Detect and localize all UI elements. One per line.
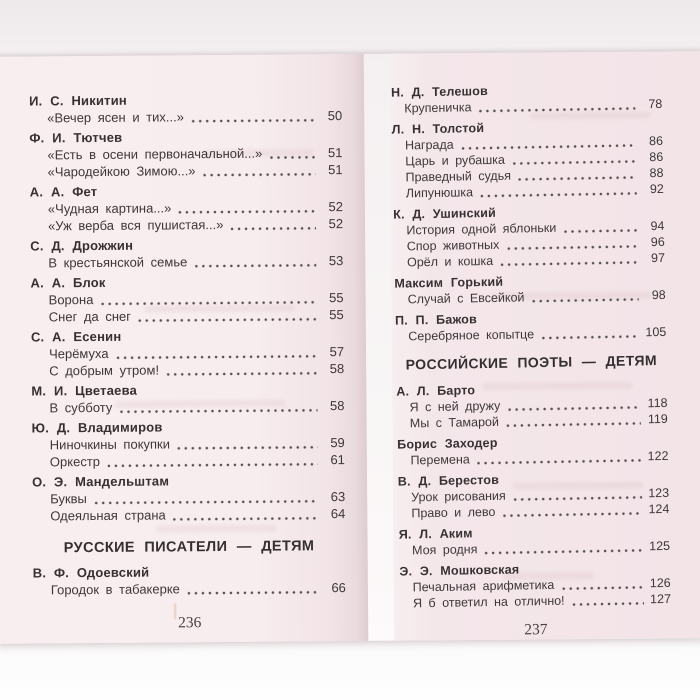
toc-left (29, 90, 346, 633)
toc-entry-page: 88 (649, 165, 664, 181)
toc-author: Я. Л. Аким (398, 526, 473, 542)
toc-entry-page: 125 (649, 538, 671, 554)
toc-entry (393, 181, 664, 202)
dot-leader (479, 106, 636, 113)
toc-entry-page: 94 (650, 218, 665, 234)
dot-leader (518, 175, 637, 181)
dot-leader (561, 585, 643, 590)
toc-entry (31, 397, 344, 416)
toc-author: С. Д. Дрожжин (30, 237, 134, 254)
toc-entry-title: «Чародейкою Зимою...» (47, 163, 196, 180)
toc-entry-page: 97 (650, 250, 666, 266)
toc-entry-page: 51 (327, 145, 343, 161)
dot-leader (269, 155, 315, 159)
toc-entry-title: В субботу (49, 399, 113, 416)
toc-entry-title: Праведный судья (405, 168, 512, 185)
toc-entry-page: 86 (648, 133, 664, 149)
toc-entry-page: 86 (649, 149, 664, 165)
toc-entry (29, 107, 342, 126)
dot-leader (541, 334, 639, 340)
dot-leader (513, 495, 642, 501)
toc-entry-title: Городок в табакерке (50, 581, 180, 598)
toc-author: К. Д. Ушинский (393, 205, 497, 222)
toc-entry-title: Случай с Евсейкой (407, 290, 525, 307)
toc-entry-title: Черёмуха (48, 345, 109, 362)
toc-author: В. Д. Берестов (397, 472, 500, 489)
toc-entry-title: Орёл и кошка (406, 253, 494, 270)
toc-author: С. А. Есенин (30, 328, 122, 345)
toc-author: В. Ф. Одоевский (32, 564, 150, 581)
toc-author: М. И. Цветаева (31, 382, 138, 399)
dot-leader (119, 408, 317, 414)
dot-leader (563, 228, 637, 233)
toc-author: П. П. Бажов (394, 312, 478, 328)
toc-entry-title: Оркестр (49, 453, 101, 470)
toc-entry-title: Снег да снег (48, 308, 132, 325)
dot-leader (191, 118, 315, 123)
toc-entry-title: Ворона (48, 292, 94, 308)
toc-entry-page: 59 (330, 435, 345, 451)
toc-entry-title: Перемена (410, 452, 470, 468)
toc-entry-page: 92 (649, 181, 664, 197)
toc-entry (391, 96, 662, 117)
toc-entry-title: «Уж верба вся пушистая...» (47, 216, 224, 234)
toc-entry-title: Я с ней дружу (409, 398, 501, 415)
toc-entry-page: 52 (328, 199, 343, 215)
dot-leader (480, 191, 637, 198)
toc-entry (399, 538, 670, 559)
dot-leader (506, 421, 641, 427)
toc-entry-page: 123 (648, 485, 670, 501)
dot-leader (177, 445, 318, 450)
toc-entry-title: Серебряное копытце (408, 327, 535, 344)
toc-entry (30, 215, 343, 234)
toc-author: А. А. Блок (30, 274, 106, 291)
toc-author: Л. Н. Толстой (391, 121, 485, 137)
toc-entry-title: В крестьянской семье (48, 254, 188, 271)
toc-entry (30, 252, 343, 271)
toc-entry-page: 58 (329, 361, 345, 377)
toc-entry-title: Буквы (50, 491, 87, 507)
toc-entry-title: Ниночкины покупки (49, 436, 171, 453)
toc-entry-page: 96 (650, 234, 665, 250)
toc-entry-page: 50 (327, 108, 343, 124)
toc-entry (30, 161, 343, 180)
toc-entry-page: 51 (328, 162, 343, 178)
dot-leader (502, 511, 642, 517)
book-spread (0, 51, 700, 644)
toc-entry-title: Я б ответил на отлично! (412, 593, 565, 611)
toc-entry-page: 124 (648, 501, 670, 517)
toc-entry-title: «Есть в осени первоначальной...» (47, 145, 263, 163)
toc-entry-page: 53 (328, 253, 344, 269)
dot-leader (100, 300, 316, 306)
toc-entry (398, 501, 669, 522)
dot-leader (203, 172, 316, 177)
dot-leader (484, 548, 643, 555)
dot-leader (531, 297, 638, 303)
toc-entry-title: Печальная арифметика (412, 577, 555, 595)
section-heading: РУССКИЕ ПИСАТЕЛИ — ДЕТЯМ (63, 538, 315, 557)
toc-entry-title: Липунюшка (405, 185, 474, 201)
dot-leader (500, 260, 638, 266)
dot-leader (173, 516, 319, 521)
toc-entry-page: 122 (647, 448, 669, 464)
toc-entry-title: С добрым утром! (49, 362, 160, 379)
toc-entry (397, 411, 668, 432)
toc-author: Ю. Д. Владимиров (31, 419, 163, 436)
toc-entry-title: «Вечер ясен и тих...» (47, 109, 185, 126)
toc-entry (395, 287, 666, 308)
dot-leader (512, 159, 636, 165)
page-number-left: 236 (177, 614, 202, 632)
toc-entry-page: 78 (648, 96, 663, 112)
dot-leader (116, 354, 317, 360)
toc-entry-title: Моя родня (411, 542, 478, 558)
toc-entry (31, 360, 344, 379)
dot-leader (572, 601, 644, 606)
toc-entry-page: 52 (328, 216, 344, 232)
toc-entry (31, 306, 344, 325)
toc-author: А. Л. Барто (396, 383, 476, 399)
dot-leader (94, 499, 318, 505)
toc-entry-page: 127 (649, 591, 672, 607)
toc-entry-page: 58 (329, 398, 345, 414)
toc-entry (32, 451, 345, 470)
toc-entry-page: 118 (647, 395, 668, 411)
toc-entry-title: История одной яблоньки (406, 220, 557, 238)
toc-entry-page: 126 (649, 575, 671, 591)
toc-entry-title: Урок рисования (411, 488, 506, 505)
toc-author: Н. Д. Телешов (390, 83, 489, 100)
toc-entry-page: 55 (329, 290, 344, 306)
toc-entry-title: Мы с Тамарой (409, 414, 500, 431)
toc-entry (400, 591, 671, 612)
toc-entry-page: 61 (330, 452, 345, 468)
toc-entry (33, 579, 346, 598)
toc-entry-page: 64 (330, 506, 346, 522)
toc-author: А. А. Фет (29, 183, 98, 200)
toc-entry-title: Право и лево (411, 504, 496, 521)
toc-entry-title: Крупеничка (404, 100, 472, 116)
toc-entry-title: Спор животных (406, 237, 500, 254)
page-number-right: 237 (524, 621, 548, 639)
dot-leader (230, 226, 316, 231)
toc-author: Борис Заходер (397, 435, 498, 452)
toc-entry-page: 98 (651, 287, 666, 303)
toc-entry-title: Царь и рубашка (405, 152, 506, 169)
toc-entry-title: Одеяльная страна (50, 507, 166, 524)
toc-author: И. С. Никитин (28, 92, 127, 109)
toc-author: Максим Горький (394, 274, 504, 291)
dot-leader (107, 462, 318, 468)
toc-right (391, 80, 672, 642)
toc-entry-page: 63 (330, 489, 346, 505)
toc-entry (397, 448, 668, 469)
dot-leader (194, 263, 316, 268)
dot-leader (477, 458, 642, 465)
dot-leader (138, 317, 317, 322)
toc-entry (32, 505, 345, 524)
toc-entry-page: 55 (329, 307, 344, 323)
toc-entry-page: 57 (329, 344, 345, 360)
toc-entry-title: «Чудная картина...» (47, 200, 172, 217)
toc-entry-title: Награда (404, 137, 454, 153)
toc-entry-page: 105 (645, 324, 667, 340)
dot-leader (166, 371, 317, 376)
toc-author: Ф. И. Тютчев (29, 129, 123, 146)
section-heading: РОССИЙСКИЕ ПОЭТЫ — ДЕТЯМ (405, 352, 658, 373)
toc-entry (394, 250, 665, 271)
toc-entry-page: 66 (331, 580, 346, 596)
toc-author: Э. Э. Мошковская (399, 562, 520, 579)
dot-leader (187, 590, 319, 595)
toc-author: О. Э. Мандельштам (31, 473, 170, 490)
toc-entry (395, 324, 666, 345)
dot-leader (178, 209, 316, 214)
toc-entry-page: 119 (647, 411, 668, 427)
